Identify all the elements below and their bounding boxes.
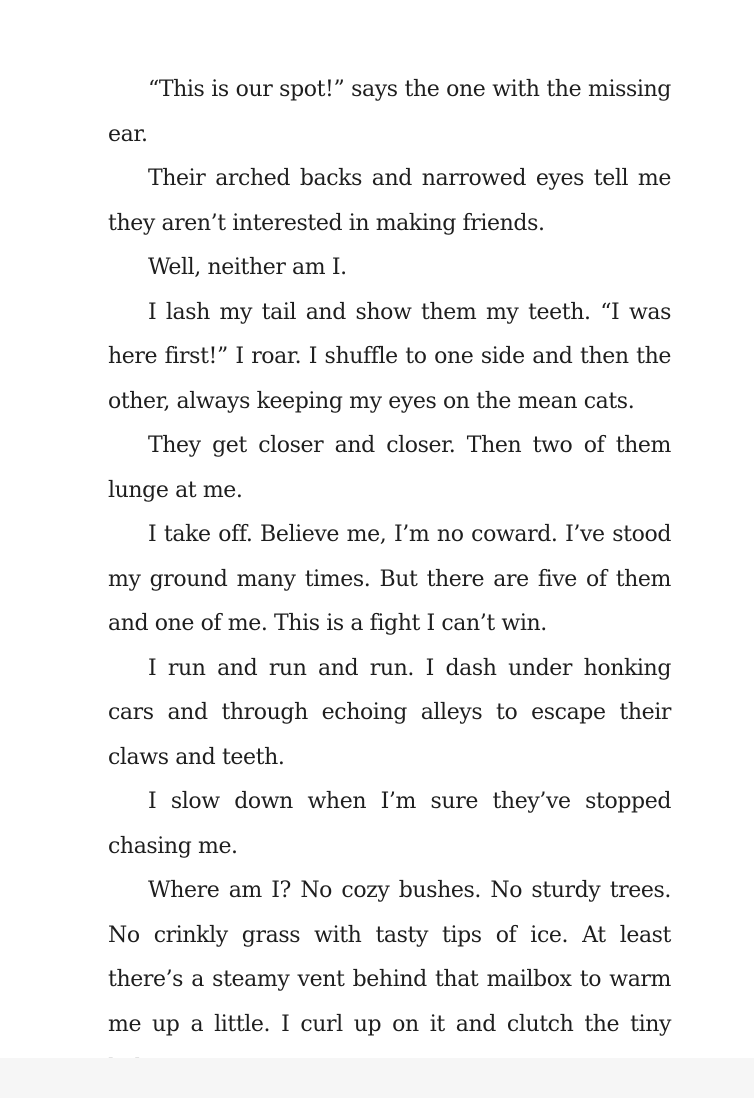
page-bottom-edge [0,1058,754,1098]
paragraph-arched-backs: Their arched backs and narrowed eyes tell me they aren’t interested in making friends. [108,166,671,236]
paragraph-run: I run and run and run. I dash under honking cars and through echoing alleys to escape their claws and teeth. [108,655,671,770]
paragraph-where-am-i: Where am I? No cozy bushes. No sturdy trees. No crinkly grass with tasty tips of ice. At least there’s a steamy vent behind that mailbox to warm me up a little. I curl up on it and clutch the tiny [108,878,671,1037]
paragraph-take-off: I take off. Believe me, I’m no coward. I’ve stood my ground many times. But there are five of them and one of me. This is a fight I can’t win. [108,522,671,636]
paragraph-closer: They get closer and closer. Then two of them lunge at me. [108,433,671,503]
paragraph-neither-am-i: Well, neither am I. [148,255,347,280]
story-text [108,68,671,1092]
paragraph-lash-tail: I lash my tail and show them my teeth. “I was here first!” I roar. I shuffle to one side and then the other, always keeping my eyes on the mean cats. [108,299,671,414]
paragraph-slow-down: I slow down when I’m sure they’ve stopped chasing me. [108,789,671,859]
paragraph-missing-ear: “This is our spot!” says the one with the missing ear. [108,77,671,147]
